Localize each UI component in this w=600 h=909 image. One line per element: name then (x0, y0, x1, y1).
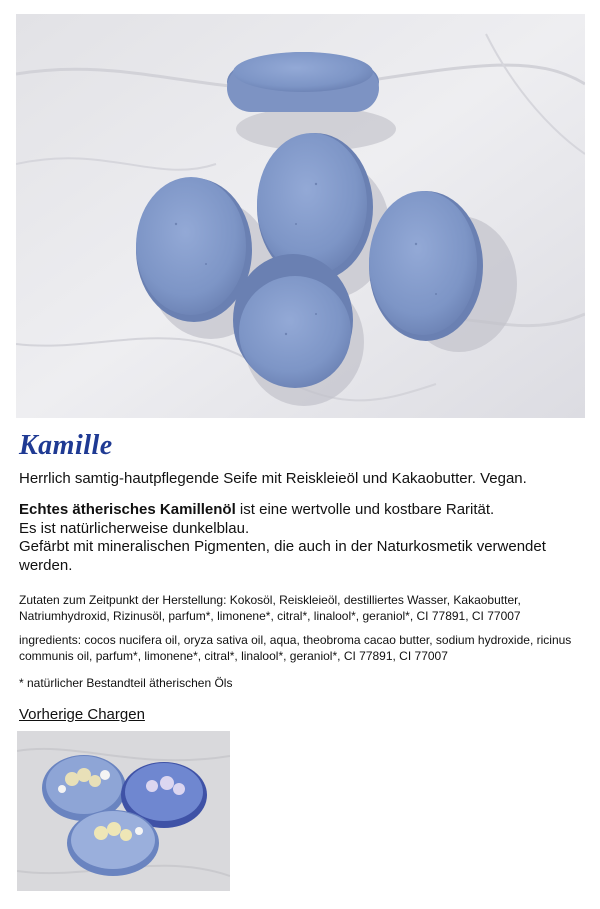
hero-soap-photo (16, 14, 585, 418)
footnote-text: * natürlicher Bestandteil ätherischen Öls (19, 676, 233, 690)
description-line-1 (19, 501, 584, 520)
previous-batches-link[interactable]: Vorherige Chargen (19, 706, 145, 723)
highlight-text: Echtes ätherisches Kamillenöl (19, 501, 236, 518)
description-line-2: Es ist natürlicherweise dunkelblau. (19, 519, 250, 537)
ingredients-text: ingredients: cocos nucifera oil, oryza sativa oil, aqua, theobroma cacao butter, sodium hydroxide, ricinus communis oil, parfum*, limonene*, citral*, linalool*, geraniol*, CI 77891, CI 77007 (19, 633, 572, 663)
zutaten-text: Zutaten zum Zeitpunkt der Herstellung: Kokosöl, Reiskleieöl, destilliertes Wasser, Kakaobutter, Natriumhydroxid, Rizinusöl, parfum*, limonene*, citral*, linalool*, geraniol*, CI 77891, CI 77007 (19, 593, 521, 623)
highlight-rest: ist eine wertvolle und kostbare Rarität. (235, 501, 495, 518)
description-line-3: Gefärbt mit mineralischen Pigmenten, die auch in der Naturkosmetik verwendet werden. (19, 538, 546, 574)
product-lead: Herrlich samtig-hautpflegende Seife mit Reiskleieöl und Kakaobutter. Vegan. (19, 470, 527, 487)
product-title: Kamille (19, 430, 113, 461)
previous-batch-photo[interactable] (17, 731, 230, 891)
product-description (19, 501, 584, 575)
